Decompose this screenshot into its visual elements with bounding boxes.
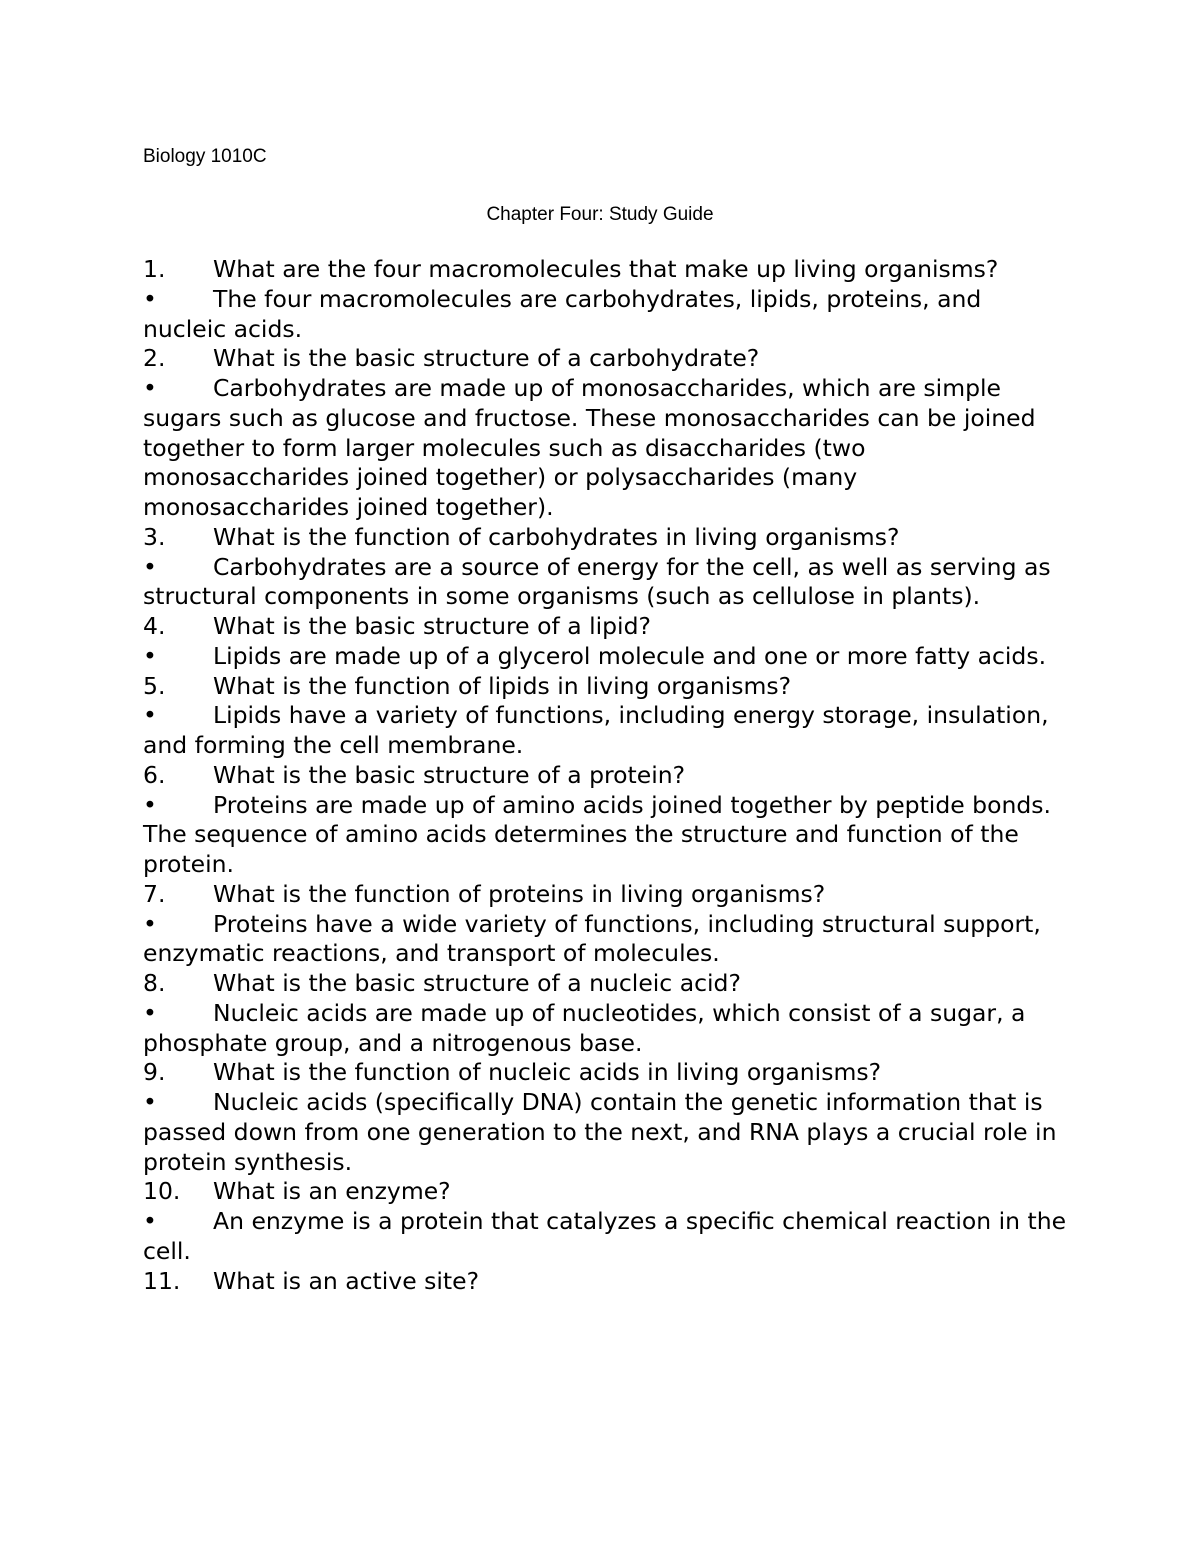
question-item xyxy=(143,1267,1068,1297)
answer-text: Proteins are made up of amino acids joined together by peptide bonds. The sequence of amino acids determines the structure and function of the protein. xyxy=(143,790,1051,878)
answer-item xyxy=(143,642,1068,672)
answer-item xyxy=(143,999,1068,1059)
answer-item xyxy=(143,791,1068,880)
answer-text: Lipids have a variety of functions, including energy storage, insulation, and forming the cell membrane. xyxy=(143,701,1049,759)
question-number: 4. xyxy=(143,612,166,640)
bullet-icon: • xyxy=(143,284,157,313)
answer-item xyxy=(143,910,1068,970)
question-item xyxy=(143,344,1068,374)
question-text: What is the function of lipids in living organisms? xyxy=(213,671,792,700)
question-number: 1. xyxy=(143,255,166,283)
bullet-icon: • xyxy=(143,641,157,670)
course-heading: Biology 1010C xyxy=(143,146,267,167)
bullet-icon: • xyxy=(143,374,157,402)
question-text: What is an active site? xyxy=(213,1266,480,1295)
page-title: Chapter Four: Study Guide xyxy=(486,204,714,225)
question-item xyxy=(143,255,1068,285)
bullet-icon: • xyxy=(143,701,157,730)
question-number: 3. xyxy=(143,522,166,551)
question-number: 8. xyxy=(143,969,166,997)
question-text: What is the basic structure of a lipid? xyxy=(213,612,651,640)
question-number: 11. xyxy=(143,1266,181,1295)
bullet-icon: • xyxy=(143,1207,157,1235)
question-text: What is the function of nucleic acids in living organisms? xyxy=(213,1058,882,1087)
question-item xyxy=(143,880,1068,910)
answer-text: Carbohydrates are made up of monosaccharides, which are simple sugars such as glucose and fructose. These monosaccharides can be joined together to form larger molecules such as disaccharides (two monosaccharides joined together) or polysaccharides (many monosaccharides joined together). xyxy=(143,374,1036,521)
question-number: 9. xyxy=(143,1058,166,1087)
question-number: 5. xyxy=(143,671,166,700)
question-item xyxy=(143,1058,1068,1088)
answer-text: Nucleic acids (specifically DNA) contain the genetic information that is passed down from one generation to the next, and RNA plays a crucial role in protein synthesis. xyxy=(143,1088,1057,1176)
question-item xyxy=(143,969,1068,999)
question-number: 2. xyxy=(143,344,166,373)
question-text: What are the four macromolecules that make up living organisms? xyxy=(213,255,999,283)
bullet-icon: • xyxy=(143,552,157,581)
answer-item xyxy=(143,374,1068,523)
question-text: What is an enzyme? xyxy=(213,1177,451,1206)
bullet-icon: • xyxy=(143,909,157,938)
question-number: 7. xyxy=(143,879,166,908)
answer-text: An enzyme is a protein that catalyzes a specific chemical reaction in the cell. xyxy=(143,1207,1067,1265)
answer-item xyxy=(143,701,1068,761)
question-number: 10. xyxy=(143,1177,181,1206)
question-item xyxy=(143,672,1068,702)
question-item xyxy=(143,523,1068,553)
answer-text: The four macromolecules are carbohydrates, lipids, proteins, and nucleic acids. xyxy=(143,284,982,343)
answer-item xyxy=(143,1088,1068,1177)
answer-text: Lipids are made up of a glycerol molecule and one or more fatty acids. xyxy=(213,641,1047,670)
answer-text: Nucleic acids are made up of nucleotides, which consist of a sugar, a phosphate group, and a nitrogenous base. xyxy=(143,998,1026,1057)
bullet-icon: • xyxy=(143,1088,157,1116)
answer-text: Proteins have a wide variety of functions, including structural support, enzymatic reactions, and transport of molecules. xyxy=(143,909,1041,968)
question-text: What is the basic structure of a nucleic acid? xyxy=(213,969,741,997)
question-text: What is the basic structure of a carbohydrate? xyxy=(213,344,760,373)
study-guide-list xyxy=(143,255,1068,1296)
question-item xyxy=(143,761,1068,791)
answer-item xyxy=(143,553,1068,613)
question-number: 6. xyxy=(143,760,166,789)
answer-text: Carbohydrates are a source of energy for the cell, as well as serving as structural components in some organisms (such as cellulose in plants). xyxy=(143,552,1051,611)
question-item xyxy=(143,1177,1068,1207)
question-text: What is the function of carbohydrates in living organisms? xyxy=(213,522,900,551)
bullet-icon: • xyxy=(143,790,157,819)
answer-item xyxy=(143,1207,1068,1267)
question-text: What is the function of proteins in living organisms? xyxy=(213,879,826,908)
bullet-icon: • xyxy=(143,998,157,1027)
answer-item xyxy=(143,285,1068,345)
question-item xyxy=(143,612,1068,642)
question-text: What is the basic structure of a protein? xyxy=(213,760,686,789)
